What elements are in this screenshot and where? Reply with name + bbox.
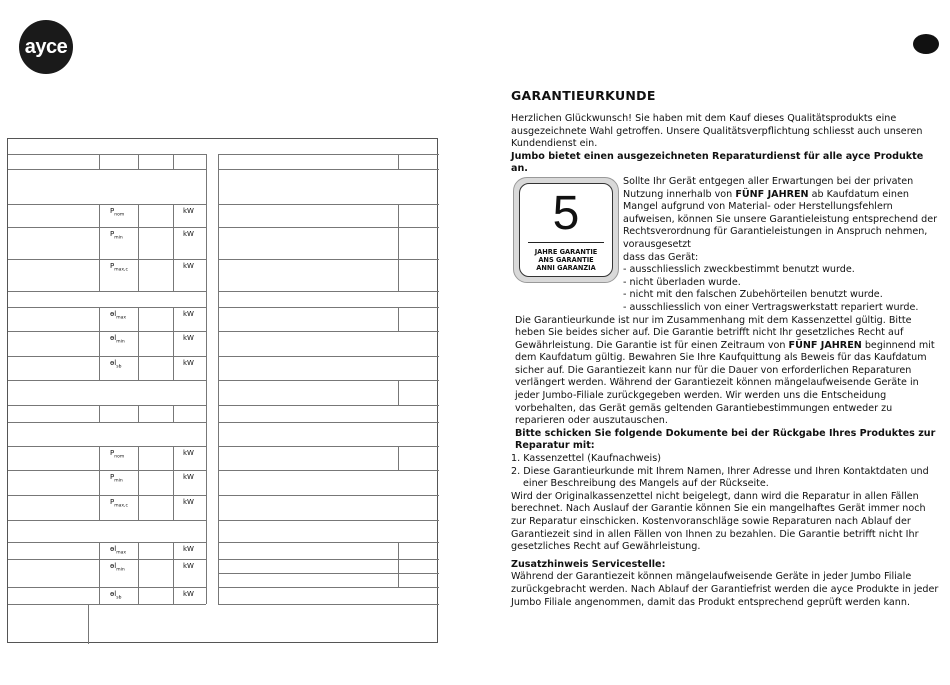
unit-cell: kW [183, 498, 194, 506]
table-rule [173, 307, 174, 380]
unit-cell: kW [183, 590, 194, 598]
table-rule [218, 259, 439, 260]
table-rule [8, 422, 206, 423]
page-marker-dot [913, 34, 939, 54]
list-item: - ausschliesslich von einer Vertragswerkstatt repariert wurde. [623, 301, 919, 313]
table-rule [138, 307, 139, 380]
table-rule [218, 356, 439, 357]
table-rule [218, 405, 439, 406]
unit-cell: kW [183, 310, 194, 318]
product-data-table [7, 138, 438, 643]
table-rule [218, 542, 439, 543]
warranty-document [511, 88, 939, 609]
table-rule [8, 356, 206, 357]
document-item-1: 1. Kassenzettel (Kaufnachweis) [511, 453, 661, 465]
table-rule [218, 204, 439, 205]
table-rule [8, 559, 206, 560]
table-rule [8, 604, 206, 605]
unit-cell: kW [183, 473, 194, 481]
table-rule [8, 259, 206, 260]
table-rule [218, 307, 439, 308]
table-rule [8, 291, 206, 292]
table-rule [8, 520, 206, 521]
table-rule [8, 495, 206, 496]
table-rule [398, 307, 399, 331]
symbol-cell: $P_{min}$ [110, 230, 123, 241]
unit-cell: kW [183, 230, 194, 238]
table-rule [8, 169, 206, 170]
table-rule [88, 604, 89, 644]
table-rule [218, 573, 439, 574]
symbol-cell: ɵl$_{sb}$ [110, 590, 122, 601]
badge-label-fr: ANS GARANTIE [538, 256, 594, 264]
table-rule [99, 307, 100, 380]
table-rule [398, 542, 399, 587]
table-rule [8, 470, 206, 471]
table-rule [218, 154, 439, 155]
table-rule [173, 542, 174, 604]
symbol-cell: ɵl$_{max}$ [110, 545, 127, 556]
symbol-cell: $P_{max,c}$ [110, 262, 128, 273]
table-rule [218, 380, 439, 381]
table-rule [218, 587, 439, 588]
unit-cell: kW [183, 449, 194, 457]
table-rule [138, 204, 139, 291]
repair-service-heading: Jumbo bietet einen ausgezeichneten Reparaturdienst für alle ayce Produkte an. [511, 150, 924, 175]
table-rule [8, 446, 206, 447]
table-rule [218, 291, 439, 292]
symbol-cell: ɵl$_{sb}$ [110, 359, 122, 370]
documents-heading: Bitte schicken Sie folgende Dokumente bei der Rückgabe Ihres Produktes zur Reparatur mit: [515, 427, 936, 452]
service-note-heading: Zusatzhinweis Servicestelle: [511, 558, 666, 570]
symbol-cell: ɵl$_{min}$ [110, 334, 125, 345]
table-rule [138, 154, 139, 169]
table-rule [218, 154, 219, 604]
logo-text: ayce [24, 35, 68, 58]
symbol-cell: ɵl$_{max}$ [110, 310, 127, 321]
table-rule [218, 495, 439, 496]
table-rule [218, 227, 439, 228]
intro-paragraph: Herzlichen Glückwunsch! Sie haben mit dem Kauf dieses Qualitätsprodukts eine ausgezeichnete Wahl getroffen. Unsere Qualitätsverpflichtung schliesst auch unseren Kundendienst ein. [511, 113, 923, 150]
table-rule [8, 307, 206, 308]
table-rule [99, 446, 100, 520]
table-rule [218, 169, 439, 170]
ayce-logo [19, 20, 73, 74]
table-rule [8, 380, 206, 381]
table-rule [173, 154, 174, 169]
table-rule [8, 227, 206, 228]
unit-cell: kW [183, 207, 194, 215]
symbol-cell: $P_{min}$ [110, 473, 123, 484]
table-rule [398, 154, 399, 169]
table-rule [398, 380, 399, 405]
table-rule [99, 405, 100, 422]
warranty-conditions-paragraph: Sollte Ihr Gerät entgegen aller Erwartungen bei der privaten Nutzung innerhalb von FÜNF JAHREN ab Kaufdatum einen Mangel aufgrund von Material- oder Herstellungsfehlern aufweisen, können Sie unsere Garantieleistung entsprechend der Rechtsverordnung für Garantieleistungen in Anspruch nehmen, vorausgesetzt [623, 175, 938, 250]
unit-cell: kW [183, 359, 194, 367]
table-rule [218, 331, 439, 332]
table-rule [8, 542, 206, 543]
table-rule [398, 204, 399, 291]
table-rule [99, 542, 100, 604]
unit-cell: kW [183, 334, 194, 342]
table-rule [8, 587, 206, 588]
list-item: - nicht mit den falschen Zubehörteilen benutzt wurde. [623, 289, 883, 301]
conditions-intro: dass das Gerät: [623, 251, 699, 263]
table-rule [99, 154, 100, 169]
unit-cell: kW [183, 545, 194, 553]
table-rule [138, 405, 139, 422]
conditions-list [623, 264, 939, 314]
table-rule [8, 331, 206, 332]
table-rule [8, 204, 206, 205]
table-rule [138, 446, 139, 520]
table-rule [218, 520, 439, 521]
table-rule [218, 604, 439, 605]
table-rule [206, 154, 207, 604]
symbol-cell: $P_{max,c}$ [110, 498, 128, 509]
table-rule [218, 446, 439, 447]
list-item: - nicht überladen wurde. [623, 276, 741, 288]
table-rule [398, 446, 399, 470]
unit-cell: kW [183, 562, 194, 570]
service-note-paragraph: Während der Garantiezeit können mängelaufweisende Geräte in jeder Jumbo Filiale zurückgebracht werden. Nach Ablauf der Garantiefrist werden die ayce Produkte in jeder Jumbo Filiale angenommen, damit das Produkt entsprechend geprüft werden kann. [511, 571, 939, 608]
repair-cost-paragraph: Wird der Originalkassenzettel nicht beigelegt, dann wird die Reparatur in allen Fällen berechnet. Nach Auslauf der Garantie können Sie ein mangelhaftes Gerät immer noch zur Reparatur einschicken. Kostenvoranschläge sowie Reparaturen nach Ablauf der Garantiezeit sind in allen Fällen von Ihnen zu bezahlen. Die Garantie betrifft nicht Ihr gesetzliches Recht auf Gewährleistung. [511, 490, 926, 553]
table-rule [173, 446, 174, 520]
table-rule [173, 405, 174, 422]
table-rule [173, 204, 174, 291]
page-title: GARANTIEURKUNDE [511, 88, 656, 103]
table-rule [138, 542, 139, 604]
badge-label-de: JAHRE GARANTIE [534, 248, 598, 256]
symbol-cell: $P_{nom}$ [110, 449, 125, 460]
table-rule [99, 204, 100, 291]
table-rule [218, 559, 439, 560]
list-item: - ausschliesslich zweckbestimmt benutzt wurde. [623, 264, 855, 276]
symbol-cell: $P_{nom}$ [110, 207, 125, 218]
table-rule [218, 470, 439, 471]
table-rule [8, 154, 206, 155]
symbol-cell: ɵl$_{min}$ [110, 562, 125, 573]
badge-number: 5 [552, 187, 580, 240]
table-rule [218, 422, 439, 423]
validity-paragraph: Die Garantieurkunde ist nur im Zusammenhang mit dem Kassenzettel gültig. Bitte heben Sie beides sicher auf. Die Garantie betrifft nicht Ihr gesetzliches Recht auf Gewährleistung. Die Garantie ist für einen Zeitraum von FÜNF JAHREN beginnend mit dem Kaufdatum gültig. Bewahren Sie Ihre Kaufquittung als Beweis für das Kaufdatum sicher auf. Die Garantiezeit kann nur für die Dauer von erforderlichen Reparaturen verlängert werden. Während der Garantiezeit können mängelaufweisende Geräte in jeder Jumbo-Filiale zurückgegeben werden. Wir werden uns die Entscheidung vorbehalten, das Gerät gemäs geltenden Garantiebestimmungen entweder zu reparieren oder auszutauschen. [515, 314, 935, 427]
unit-cell: kW [183, 262, 194, 270]
table-rule [8, 405, 206, 406]
badge-label-it: ANNI GARANZIA [536, 264, 596, 272]
document-item-2: 2. Diese Garantieurkunde mit Ihrem Namen, Ihrer Adresse und Ihren Kontaktdaten und einer Beschreibung des Mangels auf der Rückseite. [511, 465, 929, 490]
